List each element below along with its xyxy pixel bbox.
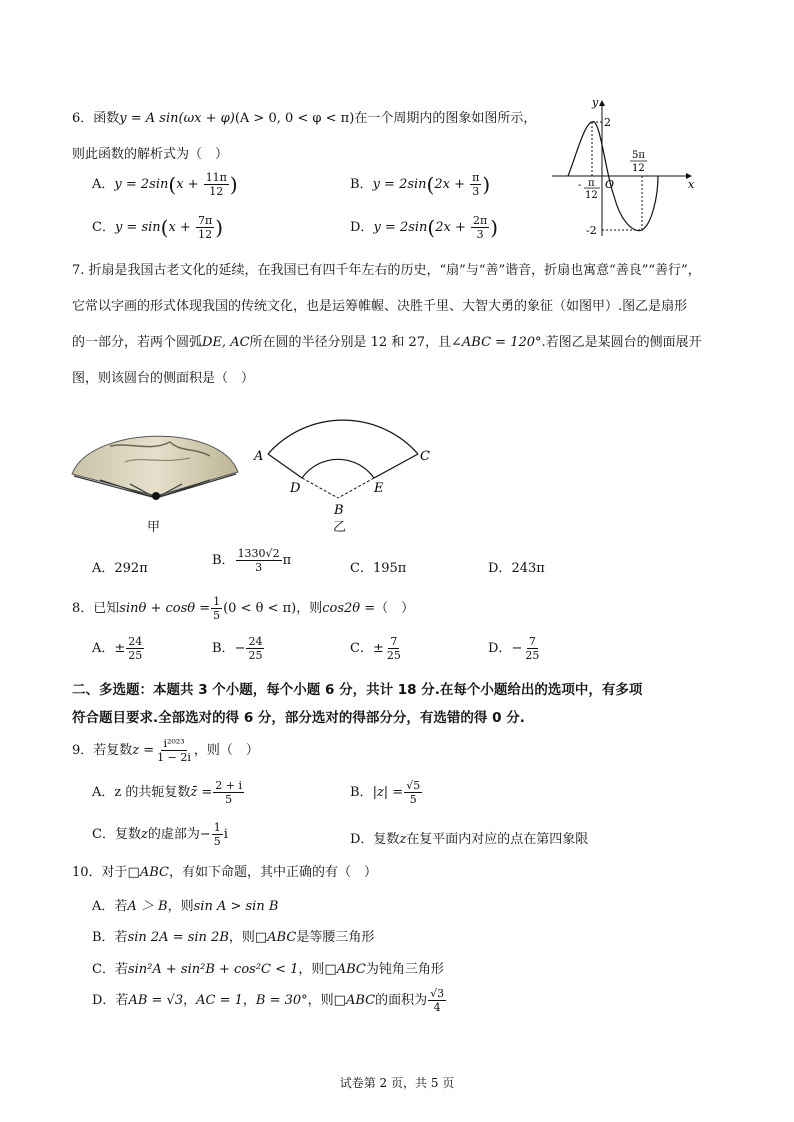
min-label: -2 bbox=[586, 224, 597, 237]
point-d: D bbox=[290, 481, 301, 496]
fan-leaf bbox=[72, 436, 238, 496]
sector-diagram bbox=[252, 408, 432, 524]
page-footer: 试卷第 2 页，共 5 页 bbox=[339, 1076, 455, 1090]
section2-line1: 二、多选题：本题共 3 个小题，每个小题 6 分，共计 18 分.在每个小题给出的选项中，有多项 bbox=[72, 682, 643, 698]
folding-fan-image bbox=[70, 412, 240, 504]
side-ad bbox=[268, 454, 302, 478]
q8-option-d: D．− $\frac{7}{25}$ bbox=[488, 635, 540, 662]
q6-option-a: A．y = 2sin(x + $\frac{11\pi}{12}$ ) bbox=[92, 171, 238, 198]
side-ce bbox=[374, 454, 418, 478]
q10-line: 10．对于□ABC，有如下命题，其中正确的有（ ） bbox=[72, 865, 377, 880]
q7-line4: 图，则该圆台的侧面积是（ ） bbox=[72, 371, 255, 386]
q8-option-b: B．− $\frac{24}{25}$ bbox=[212, 635, 263, 662]
section2-line2: 符合题目要求.全部选对的得 6 分，部分选对的得部分分，有选错的得 0 分. bbox=[72, 710, 525, 726]
left-sign: - bbox=[578, 180, 582, 191]
y-axis-label: y bbox=[592, 96, 599, 109]
q9-option-a: A．z 的共轭复数z̄ = $\frac{2 + i}{5}$ bbox=[92, 779, 242, 806]
q7-option-a: A．292π bbox=[92, 561, 148, 576]
point-a: A bbox=[254, 449, 264, 464]
origin-label: O bbox=[605, 178, 615, 191]
q6-option-d: D．y = 2sin(2x + $\frac{2\pi}{3}$ ) bbox=[350, 214, 499, 241]
q7-line1: 7. 折扇是我国古老文化的延续，在我国已有四千年左右的历史，“扇”与“善”谐音，折扇也寓意“善良”“善行”， bbox=[72, 263, 701, 278]
q9-line: 9．若复数z = $\frac{\text{i²⁰²³}}{1 - 2i}$ ，则（ ） bbox=[72, 737, 259, 764]
q7-option-c: C．195π bbox=[350, 561, 407, 576]
dash-eb bbox=[338, 478, 374, 498]
q8-option-a: A．± $\frac{24}{25}$ bbox=[92, 635, 143, 662]
right-num: 5π bbox=[632, 150, 645, 161]
x-axis-label: x bbox=[688, 178, 695, 191]
right-den: 12 bbox=[632, 163, 645, 174]
arc-ac bbox=[268, 420, 418, 454]
dash-db bbox=[302, 478, 338, 498]
q6-option-c: C．y = sin(x + $\frac{7\pi}{12}$ ) bbox=[92, 214, 224, 241]
q7-line3: 的一部分，若两个圆弧DE, AC所在圆的半径分别是 12 和 27，且∠ABC = 120°.若图乙是某圆台的侧面展开 bbox=[72, 335, 702, 350]
arc-de bbox=[302, 459, 374, 478]
fan-pivot bbox=[152, 492, 160, 500]
q10-option-a: A．若A ＞ B，则sin A > sin B bbox=[92, 899, 279, 914]
point-b: B bbox=[334, 503, 344, 518]
q8-line: 8．已知sinθ + cosθ = $\frac{1}{5}$ (0 < θ < π)，则cos2θ =（ ） bbox=[72, 595, 415, 622]
q9-option-d: D．复数z在复平面内对应的点在第四象限 bbox=[350, 832, 589, 847]
q6-sine-graph bbox=[548, 96, 698, 244]
max-label: 2 bbox=[604, 116, 611, 129]
fig-yi-label: 乙 bbox=[333, 520, 347, 535]
point-c: C bbox=[420, 449, 430, 464]
left-den: 12 bbox=[585, 190, 598, 201]
q6-option-b: B．y = 2sin(2x + $\frac{\pi}{3}$ ) bbox=[350, 171, 491, 198]
left-num: π bbox=[588, 178, 595, 189]
point-e: E bbox=[374, 481, 384, 496]
q6-line2: 则此函数的解析式为（ ） bbox=[72, 147, 229, 162]
q10-option-b: B．若sin 2A = sin 2B，则□ABC是等腰三角形 bbox=[92, 930, 375, 945]
q7-line2: 它常以字画的形式体现我国的传统文化，也是运筹帷幄、决胜千里、大智大勇的象征（如图甲）.图乙是扇形 bbox=[72, 299, 688, 314]
q7-option-b: B． $\frac{1330√2}{3}$ π bbox=[212, 547, 292, 574]
q10-option-c: C．若sin²A + sin²B + cos²C < 1，则□ABC为钝角三角形 bbox=[92, 962, 444, 977]
q7-option-d: D．243π bbox=[488, 561, 545, 576]
q9-option-b: B．|z| = $\frac{√5}{5}$ bbox=[350, 779, 421, 806]
q9-option-c: C．复数z的虚部为− $\frac{1}{5}$ i bbox=[92, 821, 228, 848]
q6-line1: 6．函数y = A sin(ωx + φ)(A > 0, 0 < φ < π)在一个周期内的图象如图所示， bbox=[72, 111, 537, 126]
q10-option-d: D．若AB = √3，AC = 1，B = 30°，则□ABC的面积为 $\frac{√3}{4}$ bbox=[92, 987, 445, 1014]
fig-jia-label: 甲 bbox=[147, 520, 161, 535]
q8-option-c: C．± $\frac{7}{25}$ bbox=[350, 635, 401, 662]
y-axis-arrow bbox=[599, 100, 605, 106]
